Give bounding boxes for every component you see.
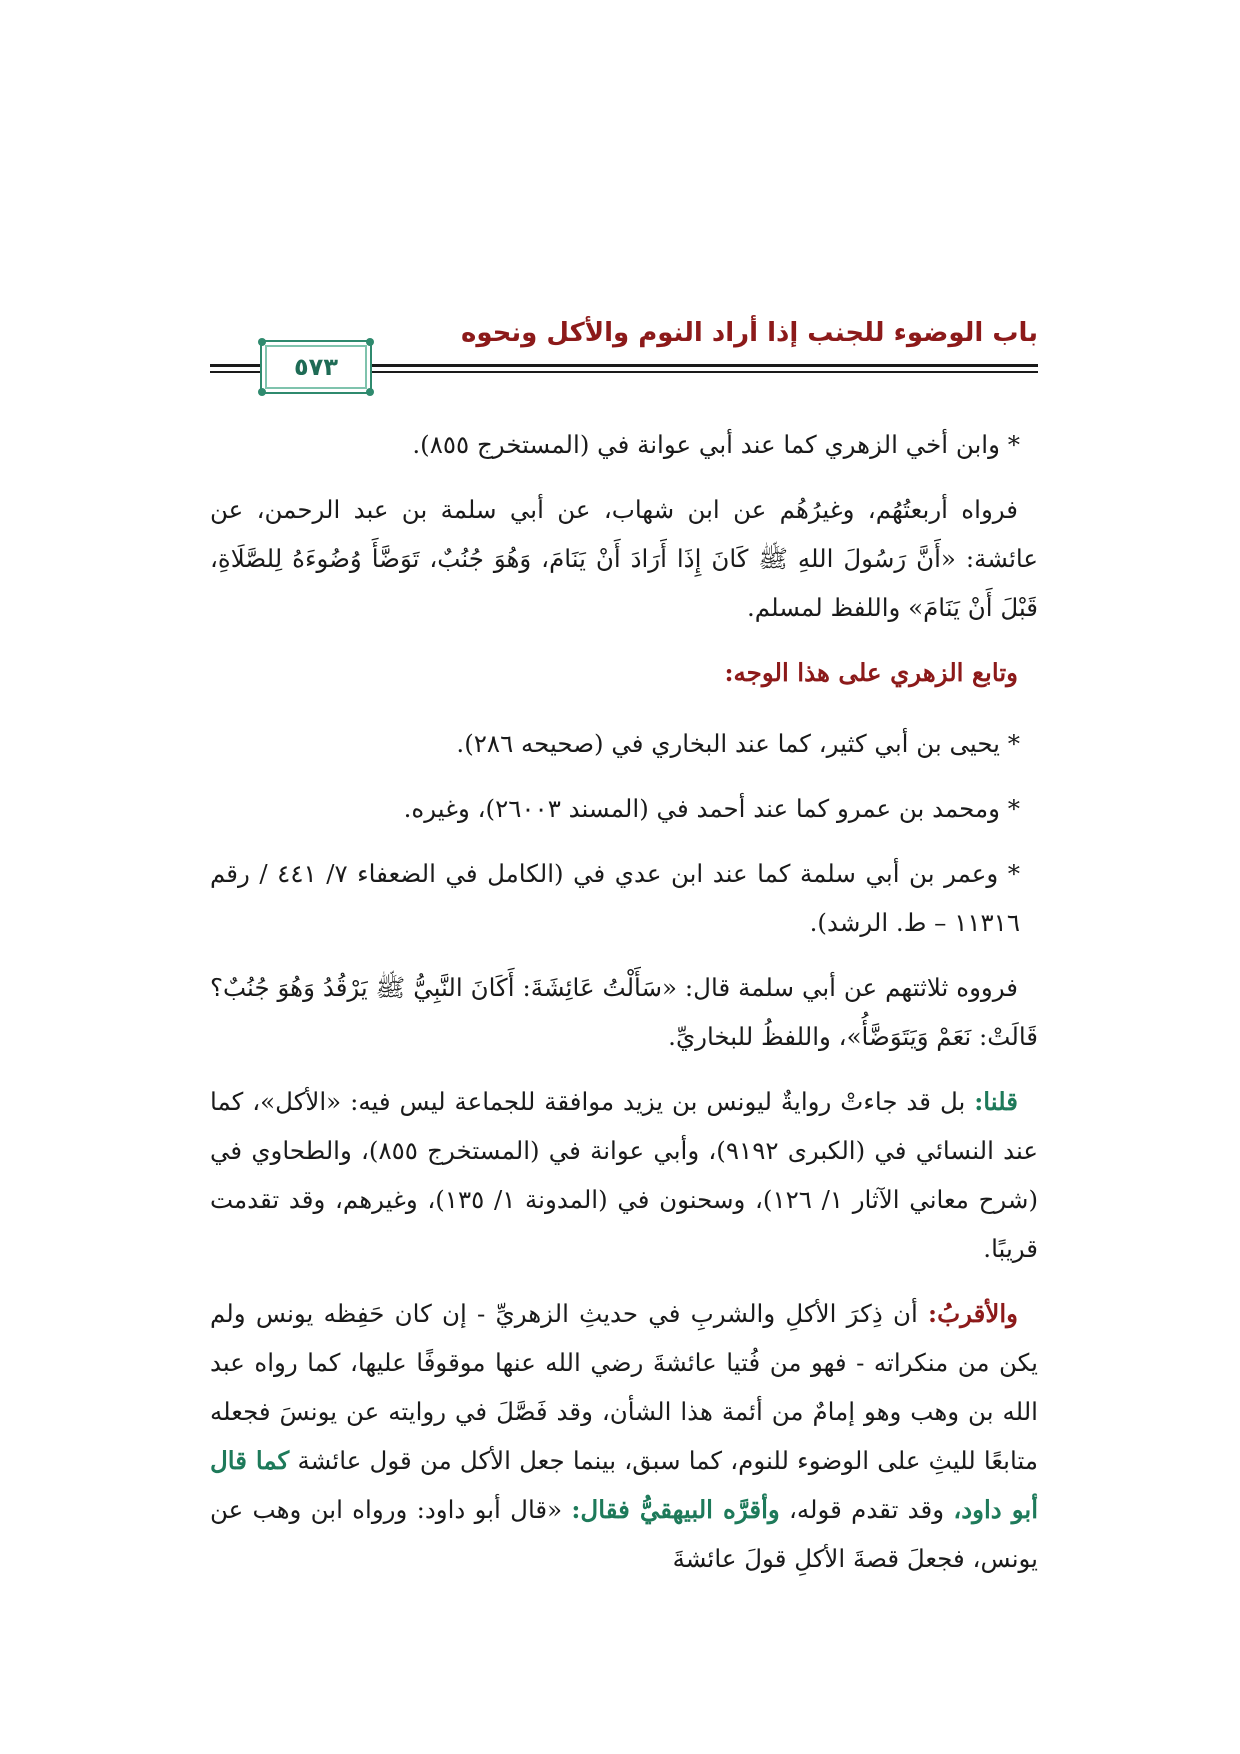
paragraph: فرووه ثلاثتهم عن أبي سلمة قال: «سَأَلْتُ عَائِشَةَ: أَكَانَ النَّبِيُّ ﷺ يَرْقُدُ وَهُوَ جُنُبٌ؟ قَالَتْ: نَعَمْ وَيَتَوَضَّأُ»، واللفظُ للبخاريِّ. (210, 973, 1038, 1051)
paragraph-lead: والأقربُ: (928, 1299, 1018, 1328)
highlight-text: وأقرَّه البيهقيُّ فقال: (571, 1495, 780, 1524)
page-number: ٥٧٣ (294, 353, 338, 381)
paragraph-text: وقد تقدم قوله، (779, 1495, 954, 1524)
running-title: باب الوضوء للجنب إذا أراد النوم والأكل ونحوه (461, 318, 1038, 348)
page-body (210, 420, 1038, 1599)
ornament-icon (366, 338, 374, 346)
paragraph: فرواه أربعتُهُم، وغيرُهُم عن ابن شهاب، عن أبي سلمة بن عبد الرحمن، عن عائشة: «أَنَّ رَسُولَ اللهِ ﷺ كَانَ إِذَا أَرَادَ أَنْ يَنَامَ، وَهُوَ جُنُبٌ، تَوَضَّأَ وُضُوءَهُ لِلصَّلَاةِ، قَبْلَ أَنْ يَنَامَ» واللفظ لمسلم. (210, 495, 1038, 622)
list-item: * ومحمد بن عمرو كما عند أحمد في (المسند ٢٦٠٠٣)، وغيره. (403, 794, 1020, 823)
page-header (210, 312, 1038, 394)
paragraph (210, 1289, 1038, 1583)
page-number-badge (260, 340, 372, 394)
ornament-icon (258, 338, 266, 346)
list-item: * يحيى بن أبي كثير، كما عند البخاري في (صحيحه ٢٨٦). (456, 729, 1020, 758)
ornament-icon (258, 388, 266, 396)
paragraph-text: بل قد جاءتْ روايةٌ ليونس بن يزيد موافقة للجماعة ليس فيه: «الأكل»، كما عند النسائي في (الكبرى ٩١٩٢)، وأبي عوانة في (المستخرج ٨٥٥)، والطحاوي في (شرح معاني الآثار ١/ ١٢٦)، وسحنون في (المدونة ١/ ١٣٥)، وغيرهم، وقد تقدمت قريبًا. (210, 1087, 1039, 1263)
list-item: * وعمر بن أبي سلمة كما عند ابن عدي في (الكامل في الضعفاء ٧/ ٤٤١ / رقم ١١٣١٦ – ط. الرشد). (210, 859, 1020, 937)
ornament-icon (366, 388, 374, 396)
paragraph (210, 1077, 1038, 1273)
paragraph-text: أن ذِكرَ الأكلِ والشربِ في حديثِ الزهريِّ - إن كان حَفِظه يونس ولم يكن من منكراته - فهو من فُتيا عائشةَ رضي الله عنها موقوفًا عليها، كما رواه عبد الله بن وهب وهو إمامٌ من أئمة هذا الشأن، وقد فَصَّلَ في روايته عن يونسَ فجعله متابعًا لليثِ على الوضوء للنوم، كما سبق، بينما جعل الأكل من قول عائشة (210, 1299, 1038, 1475)
paragraph-lead: قلنا: (974, 1087, 1018, 1116)
section-heading: وتابع الزهري على هذا الوجه: (724, 658, 1018, 687)
paragraph-text: «قال أبو داود: ورواه ابن وهب عن يونس، فجعلَ قصةَ الأكلِ قولَ عائشةَ (210, 1495, 1038, 1573)
highlight-text: كما قال أبو داود، (210, 1446, 1039, 1524)
list-item: * وابن أخي الزهري كما عند أبي عوانة في (المستخرج ٨٥٥). (412, 430, 1020, 459)
